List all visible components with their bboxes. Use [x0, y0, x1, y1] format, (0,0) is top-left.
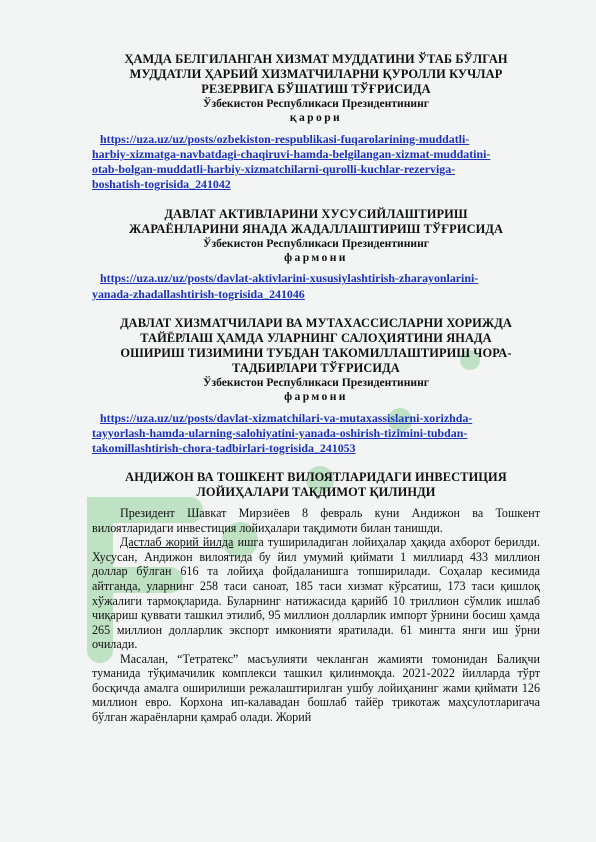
section-link[interactable]: https://uza.uz/uz/posts/ozbekiston-respublikasi-fuqarolarining-muddatli- harbiy-xizmatga-navbatdagi-chaqiruvi-hamda-belgilangan-xizmat-muddatini- otab-bolgan-muddatli-harbiy-xizmatchilarni-qurolli-kuchlar-rezerviga- boshatish-togrisida_241042: [92, 131, 491, 192]
underlined-phrase: Дастлаб жорий йилда: [120, 535, 234, 550]
section-link[interactable]: https://uza.uz/uz/posts/davlat-xizmatchilari-va-mutaxassislarni-xorizhda- tayyorlash-hamda-ularning-salohiyatini-yanada-oshirish-tizimini-tubdan- takomillashtirish-chora-tadbirlari-togrisida_241053: [92, 410, 473, 456]
article-paragraph: Дастлаб жорий йилда ишга тушириладиган лойиҳалар ҳақида ахборот берилди. Хусусан, Андижон вилоятида бу йил умумий қиймати 1 миллиард 433 миллион доллар бўлган 616 та лойиҳа фойдаланишга топширилади. Соҳалар кесимида айтганда, уларнинг 258 таси саноат, 185 таси хизмат кўрсатиш, 173 таси қишлоқ хўжалиги тармоқларида. Буларнинг натижасида қарийб 10 триллион сўмлик ишлаб чиқариш қуввати ташкил этилиб, 95 миллион долларлик импорт ўрнини босиш ҳамда 265 миллион долларлик экспорт имконияти яратилади. 61 мингта янги иш ўрни очилади.: [92, 535, 540, 652]
section-source: Ўзбекистон Республикаси Президентининг: [202, 375, 430, 389]
section-source: Ўзбекистон Республикаси Президентининг: [202, 236, 430, 250]
section-2: [92, 207, 540, 302]
section-title: ДАВЛАТ АКТИВЛАРИНИ ХУСУСИЙЛАШТИРИШ ЖАРАЁНЛАРИНИ ЯНАДА ЖАДАЛЛАШТИРИШ ТЎҒРИСИДА: [128, 206, 504, 236]
section-title: ҲАМДА БЕЛГИЛАНГАН ХИЗМАТ МУДДАТИНИ ЎТАБ БЎЛГАН МУДДАТЛИ ҲАРБИЙ ХИЗМАТЧИЛАРНИ ҚУРОЛЛИ КУЧЛАР РЕЗЕРВИГА БЎШАТИШ ТЎҒРИСИДА: [124, 52, 508, 96]
section-1: [92, 52, 540, 193]
article-paragraph: Президент Шавкат Мирзиёев 8 февраль куни Андижон ва Тошкент вилоятларидаги инвестиция лойиҳалари тақдимоти билан танишди.: [92, 506, 540, 535]
section-3: [92, 316, 540, 456]
section-doc-type: қарори: [289, 111, 343, 125]
section-link[interactable]: https://uza.uz/uz/posts/davlat-aktivlarini-xususiylashtirish-zharayonlarini- yanada-zhadallashtirish-togrisida_241046: [92, 271, 479, 301]
article-title: АНДИЖОН ВА ТОШКЕНТ ВИЛОЯТЛАРИДАГИ ИНВЕСТИЦИЯ ЛОЙИҲАЛАРИ ТАҚДИМОТ ҚИЛИНДИ: [125, 470, 507, 500]
section-doc-type: фармони: [284, 390, 348, 404]
document-page: [92, 52, 540, 724]
section-doc-type: фармони: [284, 251, 348, 265]
section-source: Ўзбекистон Республикаси Президентининг: [202, 97, 430, 110]
section-title: ДАВЛАТ ХИЗМАТЧИЛАРИ ВА МУТАХАССИСЛАРНИ ХОРИЖДА ТАЙЁРЛАШ ҲАМДА УЛАРНИНГ САЛОҲИЯТИНИ ЯНАДА ОШИРИШ ТИЗИМИНИ ТУБДАН ТАКОМИЛЛАШТИРИШ ЧОРА- ТАДБИРЛАРИ ТЎҒРИСИДА: [120, 315, 512, 375]
article: [92, 470, 540, 724]
article-paragraph: Масалан, “Тетратекс” масъулияти чекланган жамияти томонидан Балиқчи туманида тўқимачилик комплекси ташкил қилинмоқда. 2021-2022 йилларда тўрт босқичда амалга оширилиши режалаштирилган ушбу лойиҳанинг жами қиймати 126 миллион евро. Корхона ип-калавадан бошлаб тайёр трикотаж маҳсулотларигача бўлган жараёнларни қамраб олади. Жорий: [92, 651, 540, 724]
